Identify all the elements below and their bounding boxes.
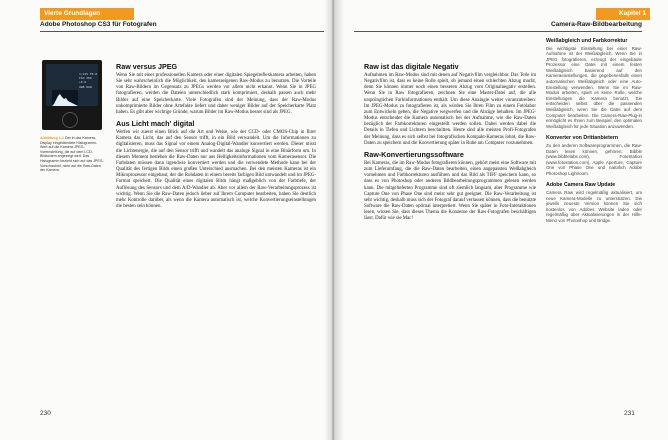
readout-line-2: ISO 200: [79, 76, 92, 81]
readout-line-1: 1/125 F8.0: [79, 72, 98, 76]
chapter-title: Camera-Raw-Bildbearbeitung: [550, 21, 642, 28]
right-page: [334, 0, 668, 440]
header-rule-right: [354, 31, 642, 32]
header-rule-left: [40, 31, 324, 32]
left-text-column: [116, 62, 316, 213]
chapter-tab-right: Kapitel 1: [596, 8, 650, 20]
paragraph-konvertierungssoftware: Bei Kameras, die im Raw-Modus fotografieren können, gehört meist eine Software mit zum Lieferumfang, die die Raw-Daten bearbeiten, einen angepassten Weißabgleich vornehmen und Farbkorrekturen ausführen und das Bild als TIFF speichern kann, so dass es von Photoshop oder anderen Bildbearbeitungsprogrammen gelesen werden kann. Die mitgelieferten Programme sind oft ziemlich langsam, aber Programme wie Capture One von Phase One sind meist sehr gut geeignet. Die Raw-Verarbeitung ist sehr wichtig, deshalb muss sich der Fotograf darauf verlassen können, dass die benutzte Software die Raw-Daten optimal interpretiert. Wenn Sie später in Foto-Interaktionen lesen, wissen Sie, dass dieses Thema die Konzerne der Raw-Fotografen beschäftigen lässt. Dafür wie sie Mac!: [364, 160, 536, 222]
figure-caption: [40, 136, 104, 173]
heading-licht-digital: Aus Licht mach' digital: [116, 119, 195, 129]
sidebar-text-weissabgleich: Die wichtigste Einstellung bei einer Raw-Aufnahme ist der Weißabgleich. Wenn Sie in JPEG fotografieren, erzeugt der eingebaute Prozessor eine Datei mit einem festen Weißabgleich basierend auf den Kameraeinstellungen, die gegebenenfalls einen automatischen Weißabgleich oder eine Auto-Einstellung verwenden. Wenn Sie im Raw-Modus arbeiten, spielt es keine Rolle, welche Einstellungen die Kamera benutzt. Sie entscheiden selbst über die passenden Weißabgleich, wenn Sie die Datei auf dem Computer bearbeiten. Die Camera-Raw-Plug-in ermöglicht es Ihnen zum Beispiel, den optimalen Weißabgleich für jede Situation anzuwenden.: [546, 45, 642, 129]
camera-dial: [62, 112, 78, 128]
camera-back-figure: [42, 60, 102, 130]
readout-line-3: +0.0: [79, 80, 87, 85]
left-page: [0, 0, 332, 440]
heading-konvertierungssoftware: Raw-Konvertierungssoftware: [364, 149, 464, 159]
histogram-graphic: [52, 90, 78, 106]
paragraph-digitales-negativ: Aufnahmen im Raw-Modus sind mit denen auf Negativfilm vergleichbar. Das Teile im Negativfilm ist, dass es keine Rolle spielt, ob jemand einen schlechten Abzug macht, denn Sie können immer noch einen besseren Abzug vom Originalnegativ erstellen. Wenn Sie in Raw fotografieren, zeichnen Sie eine Master-Datei auf, die alle ursprünglichen Farbinformationen enthält. Um diese Analogie weiter voranzutreiben: Im JPEG-Modus zu fotografieren ist, als würden Sie Ihren Film zu einem Fotolabor zum Entwickeln geben, die Negative wegwerfen und die Abzüge behalten. Im JPEG-Modus entscheidet die Kamera automatisch bei der Aufnahme, wie die Raw-Daten bezüglich der Farbkorrekturen eingestellt werden sollen. Dabei werden dabei die Details in Tiefen und Lichtern beschnitten. Heute sind alle meisten Profi-Fotografen der Meinung, dass es sich selbst bei fotografischen Kompakt-Kameras lohnt, die Raw-Daten zu speichern und die Konvertierung später in Ruhe am Computer vorzunehmen.: [364, 73, 536, 146]
caption-label: Abbildung 1-1: [40, 136, 64, 140]
sidebar-text-camera-raw-update: Camera Raw wird regelmäßig aktualisiert, um neue Kamera-Modelle zu unterstützen. Die jeweils neueste Version können Sie sich kostenlos von Adobes Website laden oder regelmäßig über Aktualisierungen in der Hilfe-Menü von Photoshop und Bridge.: [546, 189, 642, 223]
camera-info-readout: [79, 72, 97, 89]
page-number-left: 230: [40, 410, 51, 417]
sidebar-text-konverter: Zu den anderen Softwareprogrammen, die Raw-Daten lesen können, gehören: Bibble (www.bibblelabs.com), FotoStation (www.fotostation.com), Apple Aperture, Capture One von Phase One und natürlich Adobe Photoshop Lightroom.: [546, 142, 642, 176]
chapter-tab-left: Vierte Grundlagen: [40, 8, 134, 20]
readout-line-4: AWB RAW: [79, 84, 92, 89]
camera-lcd-screen: [46, 64, 98, 106]
heading-raw-vs-jpeg: Raw versus JPEG: [116, 62, 178, 71]
paragraph-licht-digital: Werfen wir zuerst einen Blick auf die Art und Weise, wie der CCD- oder CMOS-Chip in Ihrer Kamera das Licht, das auf den Sensor trifft, in ein Bild verwandelt. Um die Informationen zu digitalisieren, muss das Signal vor einem Analog-Digital-Wandler konvertiert werden. Dieser misst die Lichtenergie, die auf den Sensor trifft und wandelt das analoge Signal in eine Binärform um. In diesem Moment bestehen die Raw-Daten nur aus Helligkeitsinformationen vom Kamerasensor. Die Farbdaten müssen dann irgendwie konvertiert werden und die verwendete Methode kann bei der Qualität des fertigen Bilds einen großen Unterschied ausmachen. Bei den meisten Kameras ist ein Mikroprozessor eingebaut, der die Rohdaten in einem bereits farbigen Bild umwandelt und im JPEG-Format speichert. Die Qualität eines digitalen Bilds hängt maßgeblich von der Farbtiefe, der Auflösung des Sensors und dem A/D-Wandler ab. Aber vor allem der Raw-Verarbeitungsprozess ist wichtig. Wenn Sie die Raw-Daten jedoch lieber auf Ihrem Computer bearbeiten, haben Sie deutlich mehr Kontrolle darüber, als wenn die Kamera automatisch ist, welche Konvertierungseinstellungen die besten sein können.: [116, 130, 316, 209]
middle-text-column: [364, 62, 536, 225]
sidebar-column: [546, 38, 642, 230]
book-title: Adobe Photoshop CS3 für Fotografen: [40, 21, 157, 28]
caption-text: Der in das Kamera-Display eingeblendete Histogramm-Wert auf die Kamera-JPEG-Voreinstellung, die auf dem LCD-Bildschirm angezeigt wird. Das Histogramm bezieht sich auf das JPEG-Vorschaubild, nicht auf die Raw-Daten der Kamera.: [40, 136, 104, 173]
sidebar-heading-weissabgleich: Weißabgleich und Farbkorrektur: [546, 38, 628, 44]
page-number-right: 231: [624, 410, 635, 417]
heading-digitales-negativ: Raw ist das digitale Negativ: [364, 62, 459, 71]
sidebar-heading-camera-raw-update: Adobe Camera Raw Update: [546, 182, 616, 189]
sidebar-heading-konverter: Konverter von Drittanbietern: [546, 135, 619, 142]
book-gutter-shadow: [324, 0, 344, 440]
paragraph-raw-vs-jpeg: Wenn Sie mit einer professionellen Kamera oder einer digitalen Spiegelreflexkamera arbeiten, haben Sie sehr wahrscheinlich die Möglichkeit, den kameraeigenen Raw-Modus zu benutzen. Die Vorteile von Raw-Bildern im Gegensatz zu JPEGs werden vor allem nicht erkannt. Wenn Sie in JPEG fotografieren, werden die Dateien unterschiedlich stark komprimiert, deshalb passen auch mehr Bilder auf eine Speicherkarte. Viele Fotografen sind der Meinung, dass der Raw-Modus unkomprimierte Bilder ohne Artefakte liefert und daher weniger Bilder auf der Speicherkarte Platz haben. Es gibt aber wichtige Gründe, warum Bilder im Raw-Modus besser sind als JPEG.: [116, 73, 316, 115]
